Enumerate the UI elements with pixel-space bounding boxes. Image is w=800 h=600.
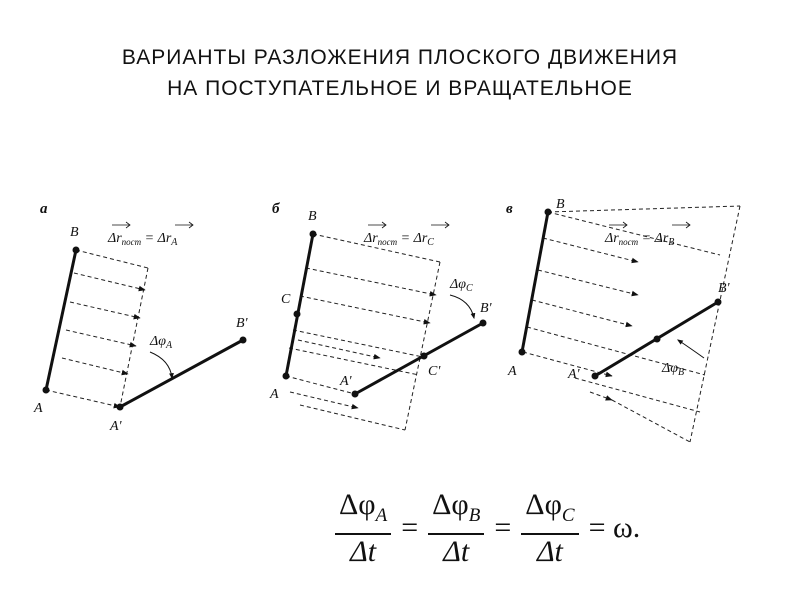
panel-a-letter: а [40, 201, 48, 217]
panel-a-equation: $\Delta r_{пост} = \Delta r_A$ [108, 231, 178, 248]
panel-v-label-b: B [556, 197, 565, 212]
panel-a-label-a: A [34, 401, 43, 416]
panel-b-translation-lines [286, 234, 440, 430]
panel-a-rotation-arc [150, 352, 172, 378]
panel-v-label-a1: A' [568, 367, 580, 382]
equals-sign-2: = [494, 511, 512, 544]
panel-v-letter: в [506, 201, 513, 217]
equals-sign-1: = [401, 511, 419, 544]
panel-a-rod-initial [46, 250, 76, 390]
panel-b-rotation-arc [450, 295, 474, 318]
panel-a-rod-final [120, 340, 243, 407]
panel-b-rod-final [355, 323, 483, 394]
panel-v-label-a: A [508, 364, 517, 379]
panel-b-label-a1: A' [340, 374, 352, 389]
panel-v-equation: $\Delta r_{пост} = \Delta r_B$ [605, 231, 675, 248]
panel-v-angle: $\Delta\varphi_B$ [662, 361, 685, 378]
angular-velocity-formula [335, 488, 640, 568]
fraction-b: $\frac{\Delta\varphi_B}{\Delta t}$ [428, 488, 484, 569]
panel-a-label-a1: A' [110, 419, 122, 434]
panel-a-translation-lines [46, 250, 148, 407]
panel-b-label-c1: C' [428, 364, 441, 379]
fraction-a: $\frac{\Delta\varphi_A}{\Delta t}$ [335, 488, 391, 569]
formula-result: = ω. [588, 511, 641, 544]
panel-v [506, 197, 740, 442]
panel-b-equation: $\Delta r_{пост} = \Delta r_C$ [364, 231, 434, 248]
panel-b [269, 201, 493, 430]
panel-b-letter: б [272, 201, 280, 217]
panel-v-rotation-arc [678, 340, 704, 358]
panel-b-label-c: C [281, 292, 291, 307]
panel-v-rod-initial [522, 212, 548, 352]
panel-a [33, 201, 249, 434]
title-line-2: НА ПОСТУПАТЕЛЬНОЕ И ВРАЩАТЕЛЬНОЕ [167, 77, 633, 100]
panel-v-label-b1: B' [718, 281, 730, 296]
title-line-1: ВАРИАНТЫ РАЗЛОЖЕНИЯ ПЛОСКОГО ДВИЖЕНИЯ [121, 46, 679, 69]
panel-b-angle: $\Delta\varphi_C$ [450, 277, 473, 294]
panel-b-label-b: B [308, 209, 317, 224]
panel-a-label-b1: B' [236, 316, 248, 331]
panel-b-label-b1: B' [480, 301, 492, 316]
panel-a-label-b: B [70, 225, 79, 240]
fraction-c: $\frac{\Delta\varphi_C}{\Delta t}$ [521, 488, 578, 569]
panel-b-label-a: A [270, 387, 279, 402]
panel-a-angle: $\Delta\varphi_A$ [150, 334, 173, 351]
